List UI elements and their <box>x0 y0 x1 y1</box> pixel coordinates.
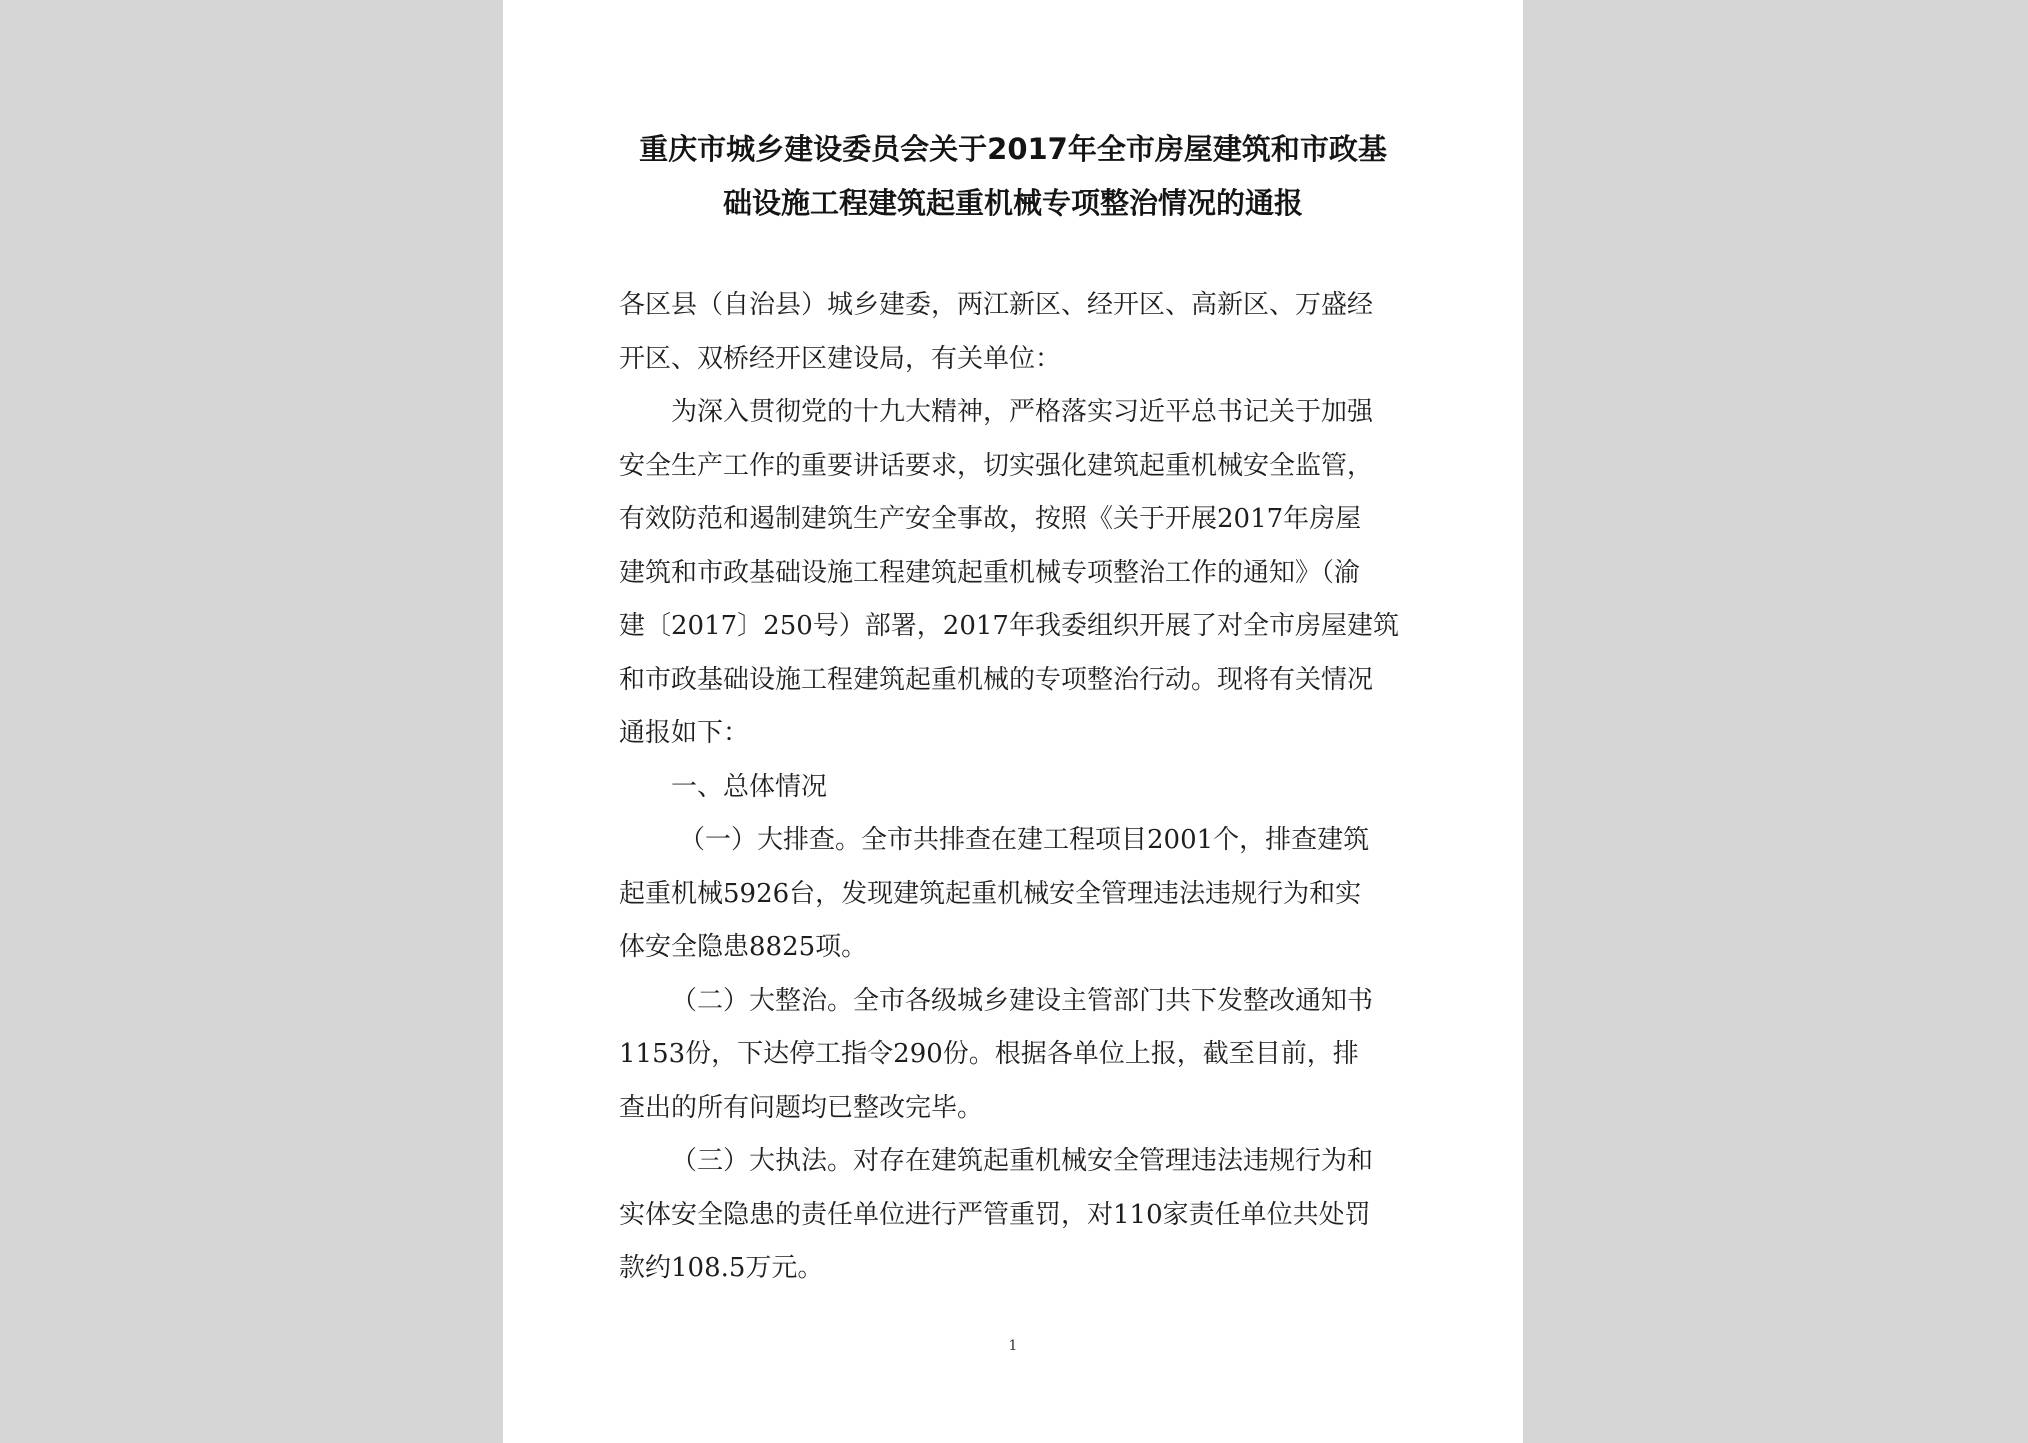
intro-line: 通报如下： <box>619 718 750 748</box>
intro-line: 安全生产工作的重要讲话要求，切实强化建筑起重机械安全监管， <box>619 450 1374 481</box>
title-line: 重庆市城乡建设委员会关于2017年全市房屋建筑和市政基 <box>639 132 1387 166</box>
intro-line: 有效防范和遏制建筑生产安全事故，按照《关于开展2017年房屋 <box>619 504 1362 534</box>
item-line: 款约108.5万元。 <box>619 1253 824 1283</box>
addressee-line: 开区、双桥经开区建设局，有关单位： <box>619 343 1062 374</box>
item-line: 体安全隐患8825项。 <box>619 932 868 962</box>
item-line: （二）大整治。全市各级城乡建设主管部门共下发整改通知书 <box>671 985 1374 1016</box>
item-line: 起重机械5926台，发现建筑起重机械安全管理违法违规行为和实 <box>619 878 1362 909</box>
item-paragraph-enforcement <box>619 1135 1409 1296</box>
item-paragraph-investigation <box>619 814 1409 975</box>
item-paragraph-rectification <box>619 975 1409 1136</box>
document-page <box>503 0 1523 1443</box>
title-line: 础设施工程建筑起重机械专项整治情况的通报 <box>722 186 1303 220</box>
intro-line: 建筑和市政基础设施工程建筑起重机械专项整治工作的通知》（渝 <box>619 557 1361 588</box>
page-number: 1 <box>1008 1338 1018 1354</box>
item-line: 1153份，下达停工指令290份。根据各单位上报，截至目前，排 <box>619 1039 1359 1069</box>
intro-line: 建〔2017〕250号）部署，2017年我委组织开展了对全市房屋建筑 <box>619 611 1399 641</box>
intro-line: 和市政基础设施工程建筑起重机械的专项整治行动。现将有关情况 <box>619 664 1374 695</box>
section-heading: 一、总体情况 <box>671 771 828 802</box>
item-line: 查出的所有问题均已整改完毕。 <box>619 1092 984 1123</box>
intro-paragraph <box>619 386 1409 761</box>
intro-line: 为深入贯彻党的十九大精神，严格落实习近平总书记关于加强 <box>671 397 1374 427</box>
item-line: （三）大执法。对存在建筑起重机械安全管理违法违规行为和 <box>671 1146 1374 1176</box>
addressee-line: 各区县（自治县）城乡建委，两江新区、经开区、高新区、万盛经 <box>619 290 1374 320</box>
item-line: （一）大排查。全市共排查在建工程项目2001个，排查建筑 <box>679 825 1370 855</box>
addressee-paragraph <box>619 279 1409 386</box>
document-title <box>503 122 1523 230</box>
document-body <box>619 279 1409 1296</box>
item-line: 实体安全隐患的责任单位进行严管重罚，对110家责任单位共处罚 <box>619 1199 1371 1230</box>
